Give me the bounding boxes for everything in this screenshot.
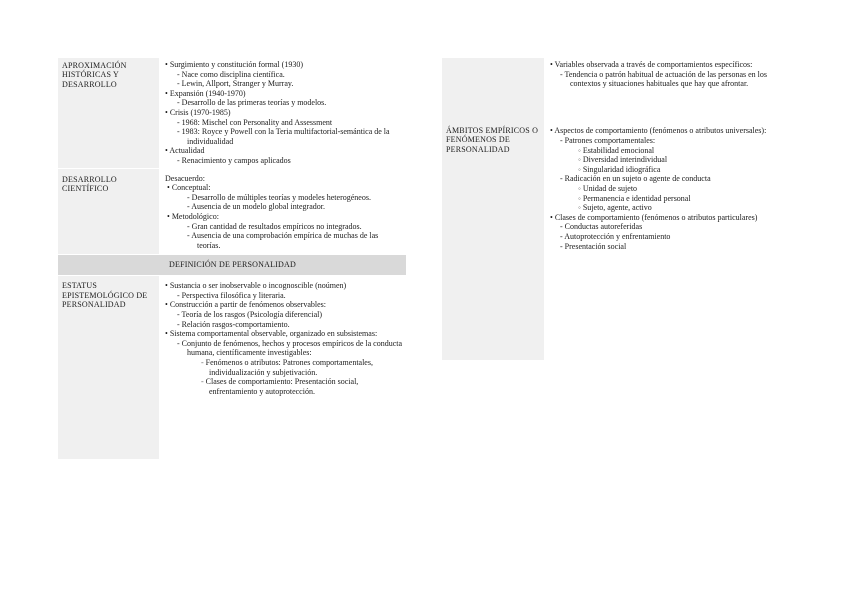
row-content-epistemological [159, 276, 406, 460]
list-item: - Nace como disciplina científica. [163, 70, 403, 80]
list-item: - Renacimiento y campos aplicados [163, 156, 403, 166]
section-header: DEFINICIÓN DE PERSONALIDAD [58, 255, 406, 276]
list-item: - Patrones comportamentales: [548, 136, 788, 146]
list-item: • Crisis (1970-1985) [163, 108, 403, 118]
list-item: - Radicación en un sujeto o agente de conducta [548, 174, 788, 184]
list-item: - Teoría de los rasgos (Psicología diferencial) [163, 310, 403, 320]
list-item: • Clases de comportamiento (fenómenos o atributos particulares) [548, 213, 788, 223]
row-label-scientific: DESARROLLO CIENTÍFICO [58, 168, 159, 255]
list-item: ◦ Sujeto, agente, activo [548, 203, 788, 213]
list-item: • Surgimiento y constitución formal (1930) [163, 60, 403, 70]
list-item: • Sustancia o ser inobservable o incognoscible (noúmen) [163, 281, 403, 291]
row-content-aspects [544, 122, 791, 361]
list-item: - Conjunto de fenómenos, hechos y procesos empíricos de la conducta humana, científicamente investigables: [163, 339, 403, 358]
list-item: - Lewin, Allport, Stranger y Murray. [163, 79, 403, 89]
row-epistemological [58, 276, 406, 460]
list-item: ◦ Unidad de sujeto [548, 184, 788, 194]
list-item: - Relación rasgos-comportamiento. [163, 320, 403, 330]
list-item: • Sistema comportamental observable, organizado en subsistemas: [163, 329, 403, 339]
list-item: - Gran cantidad de resultados empíricos no integrados. [163, 222, 403, 232]
list-item: - Presentación social [548, 242, 788, 252]
list-item: - Perspectiva filosófica y literaria. [163, 291, 403, 301]
row-content-scientific [159, 168, 406, 255]
list-item: • Expansión (1940-1970) [163, 89, 403, 99]
list-item: - Desarrollo de las primeras teorías y modelos. [163, 98, 403, 108]
list-item: ◦ Singularidad idiográfica [548, 165, 788, 175]
list-item: - 1968: Mischel con Personality and Assessment [163, 118, 403, 128]
list-item: • Conceptual: [163, 183, 403, 193]
row-label-epistemological: ESTATUS EPISTEMOLÓGICO DE PERSONALIDAD [58, 276, 159, 460]
left-table [58, 58, 406, 460]
row-label-empirical: ÁMBITOS EMPÍRICOS O FENÓMENOS DE PERSONALIDAD [442, 58, 544, 361]
header-row [58, 255, 406, 276]
intro-text: Desacuerdo: [165, 173, 205, 183]
row-content-historical [159, 58, 406, 168]
right-table [442, 58, 791, 361]
list-item: ◦ Permanencia e identidad personal [548, 194, 788, 204]
row-label-historical: APROXIMACIÓN HISTÓRICAS Y DESARROLLO [58, 58, 159, 168]
list-item: - Conductas autoreferidas [548, 222, 788, 232]
row-scientific [58, 168, 406, 255]
list-item: • Construcción a partir de fenómenos observables: [163, 300, 403, 310]
list-item: • Actualidad [163, 146, 403, 156]
list-item: ◦ Estabilidad emocional [548, 146, 788, 156]
list-item: - Desarrollo de múltiples teorías y modeles heterogéneos. [163, 193, 403, 203]
list-item: - Ausencia de una comprobación empírica de muchas de las teorías. [163, 231, 403, 250]
list-item: - Autoprotección y enfrentamiento [548, 232, 788, 242]
row-historical [58, 58, 406, 168]
list-item: - Clases de comportamiento: Presentación social, enfrentamiento y autoprotección. [163, 377, 403, 396]
list-item: - 1983: Royce y Powell con la Teria multifactorial-semántica de la individualidad [163, 127, 403, 146]
list-item: ◦ Diversidad interindividual [548, 155, 788, 165]
list-item: - Ausencia de un modelo global integrador. [163, 202, 403, 212]
list-item: • Aspectos de comportamiento (fenómenos o atributos universales): [548, 126, 788, 136]
list-item: - Fenómenos o atributos: Patrones comportamentales, individualización y subjetivación. [163, 358, 403, 377]
list-item: - Tendencia o patrón habitual de actuación de las personas en los contextos y situaciones habituales que hay que afrontar. [548, 70, 788, 89]
row-content-variables [544, 58, 791, 122]
row-empirical [442, 58, 791, 122]
list-item: • Metodológico: [163, 212, 403, 222]
list-item: • Variables observada a través de comportamientos específicos: [548, 60, 788, 70]
